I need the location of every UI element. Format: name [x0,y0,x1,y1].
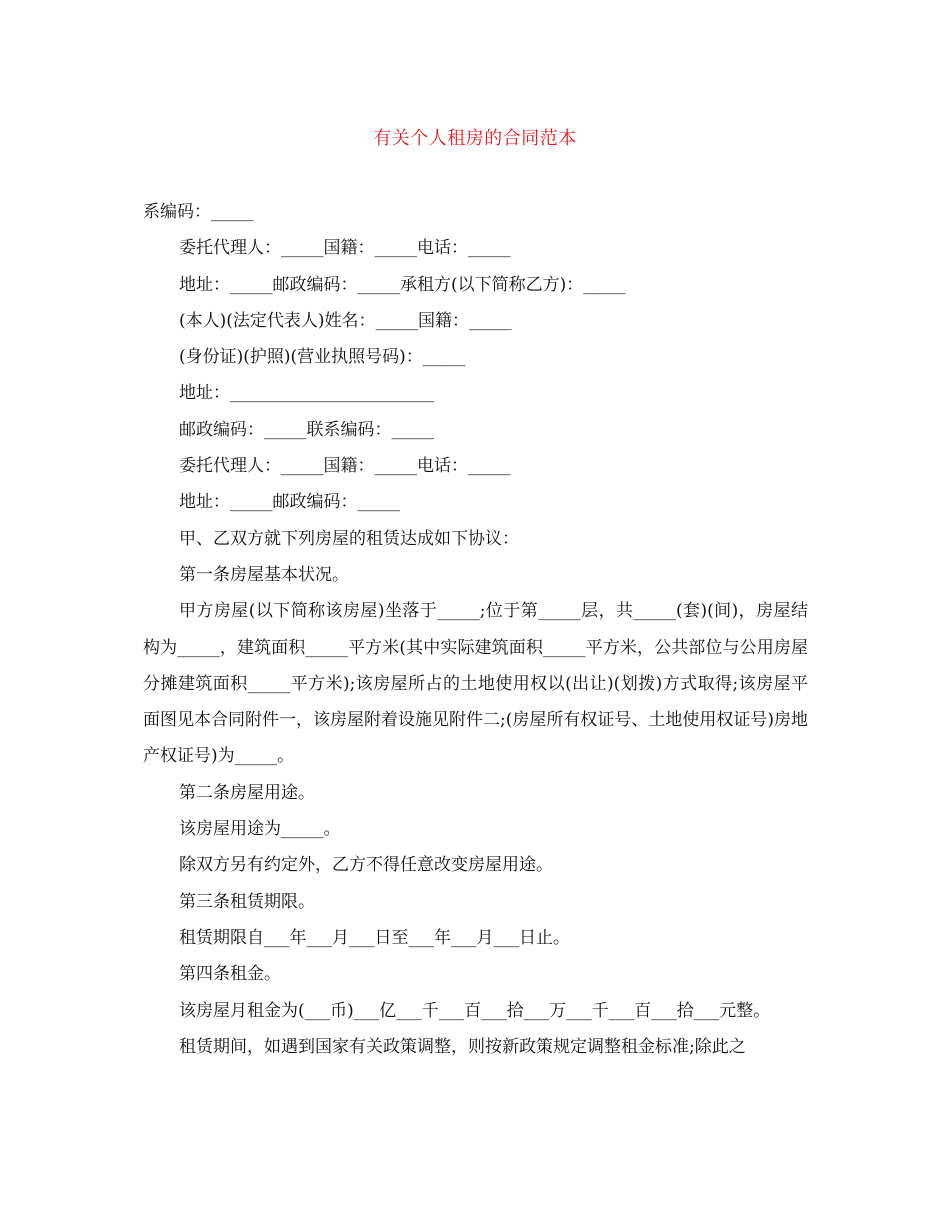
paragraph-article-4-adjustment: 租赁期间，如遇到国家有关政策调整，则按新政策规定调整租金标准;除此之 [179,1036,746,1057]
heading-article-2: 第二条房屋用途。 [179,782,315,803]
paragraph-lessor-agent: 委托代理人：_____国籍：_____电话：_____ [179,238,511,259]
paragraph-article-4-rent: 该房屋月租金为(___币)___亿___千___百___拾___万___千___百___拾___元整。 [179,1000,771,1021]
heading-article-3: 第三条租赁期限。 [179,891,315,912]
paragraph-agent-address: 地址：_____邮政编码：_____ [179,492,400,513]
heading-article-1: 第一条房屋基本状况。 [179,564,349,585]
paragraph-contact-code: 系编码：_____ [143,202,254,222]
document-title: 有关个人租房的合同范本 [373,128,577,149]
paragraph-lessee-address: 地址：________________________ [179,383,434,404]
paragraph-lessee-agent: 委托代理人：_____国籍：_____电话：_____ [179,456,511,477]
paragraph-lessee-name: (本人)(法定代表人)姓名：_____国籍：_____ [179,310,512,331]
paragraph-article-3-term: 租赁期限自___年___月___日至___年___月___日止。 [179,927,570,948]
document-body [143,194,808,1065]
paragraph-lessor-address: 地址：_____邮政编码：_____承租方(以下简称乙方)：_____ [179,274,626,295]
paragraph-article-2-restriction: 除双方另有约定外，乙方不得任意改变房屋用途。 [179,855,553,876]
heading-article-4: 第四条租金。 [179,964,281,985]
paragraph-agreement-intro: 甲、乙双方就下列房屋的租赁达成如下协议： [179,528,519,549]
paragraph-lessee-id: (身份证)(护照)(营业执照号码)：_____ [179,347,466,368]
paragraph-article-2-use: 该房屋用途为_____。 [179,819,341,840]
paragraph-article-1-body: 甲方房屋(以下简称该房屋)坐落于_____;位于第_____层，共_____(套)(间)，房屋结构为_____，建筑面积_____平方米(其中实际建筑面积_____平方米，公共部位与公用房屋分摊建筑面积_____平方米);该房屋所占的土地使用权以(出让)(划拨)方式取得;该房屋平面图见本合同附件一，该房屋附着设施见附件二;(房屋所有权证号、土地使用权证号)房地产权证号)为_____。 [143,601,808,767]
paragraph-lessee-postcode: 邮政编码：_____联系编码：_____ [179,419,434,440]
